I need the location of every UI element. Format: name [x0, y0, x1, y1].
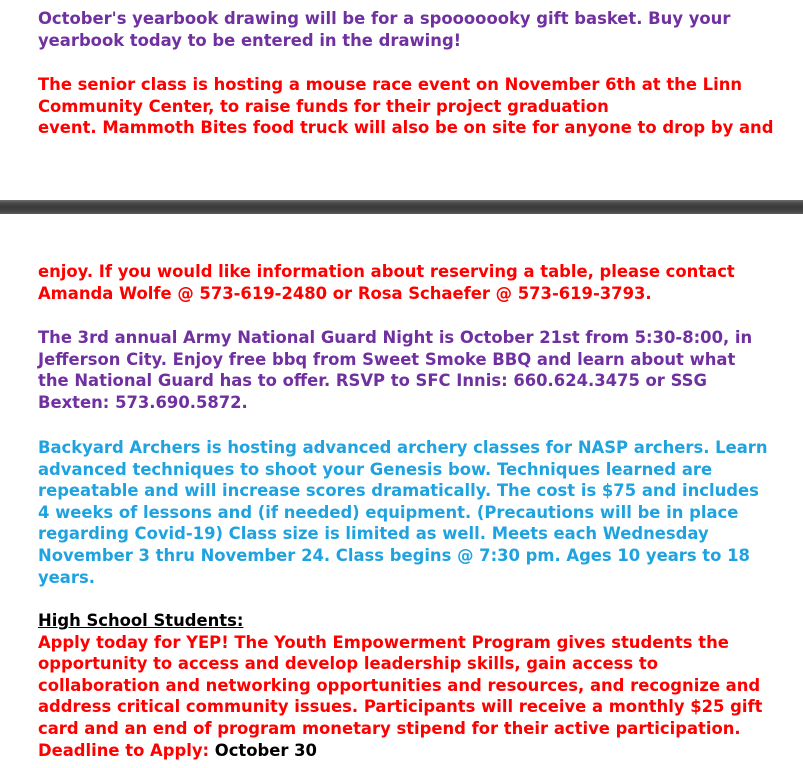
document-page-top: [0, 0, 803, 200]
text-line: November 3 thru November 24. Class begins @ 7:30 pm. Ages 10 years to 18: [38, 545, 750, 565]
text-line: The senior class is hosting a mouse race event on November 6th at the Linn: [38, 75, 743, 94]
text-line: Apply today for YEP! The Youth Empowerment Program gives students the: [38, 632, 729, 652]
text-line: Amanda Wolfe @ 573-619-2480 or Rosa Schaefer @ 573-619-3793.: [38, 283, 652, 303]
text-line: collaboration and networking opportunities and resources, and recognize and: [38, 675, 761, 695]
archery-announcement: [38, 437, 798, 588]
section-heading: High School Students:: [38, 611, 244, 630]
text-line: Community Center, to raise funds for their project graduation: [38, 96, 609, 116]
text-line: card and an end of program monetary stipend for their active participation.: [38, 718, 741, 738]
text-line: repeatable and will increase scores dramatically. The cost is $75 and includes: [38, 481, 759, 501]
text-line: 4 weeks of lessons and (if needed) equipment. (Precautions will be in place: [38, 502, 739, 522]
text-line: event. Mammoth Bites food truck will also be on site for anyone to drop by and: [38, 118, 774, 138]
page-break-separator: [0, 200, 803, 214]
text-line: regarding Covid-19) Class size is limited as well. Meets each Wednesday: [38, 524, 709, 544]
mouse-race-announcement-continued: [38, 261, 798, 304]
text-line: Bexten: 573.690.5872.: [38, 392, 248, 412]
yep-announcement: [38, 610, 798, 761]
text-line: the National Guard has to offer. RSVP to SFC Innis: 660.624.3475 or SSG: [38, 371, 707, 391]
text-line: yearbook today to be entered in the drawing!: [38, 30, 462, 50]
document-page-bottom: [0, 214, 803, 768]
text-line: Jefferson City. Enjoy free bbq from Sweet Smoke BBQ and learn about what: [38, 349, 736, 369]
yearbook-announcement: [38, 8, 798, 51]
text-line: The 3rd annual Army National Guard Night is October 21st from 5:30-8:00, in: [38, 328, 753, 347]
text-line: years.: [38, 567, 95, 587]
national-guard-announcement: [38, 327, 798, 413]
text-line: opportunity to access and develop leadership skills, gain access to: [38, 654, 658, 674]
text-line: advanced techniques to shoot your Genesis bow. Techniques learned are: [38, 459, 713, 479]
text-line: address critical community issues. Participants will receive a monthly $25 gift: [38, 697, 763, 717]
deadline-label: Deadline to Apply:: [38, 740, 210, 760]
deadline-line: [38, 740, 798, 762]
deadline-value: October 30: [209, 740, 317, 760]
text-line: enjoy. If you would like information about reserving a table, please contact: [38, 262, 735, 281]
text-line: Backyard Archers is hosting advanced archery classes for NASP archers. Learn: [38, 438, 768, 457]
text-line: October's yearbook drawing will be for a spooooooky gift basket. Buy your: [38, 9, 731, 28]
mouse-race-announcement: [38, 74, 798, 139]
